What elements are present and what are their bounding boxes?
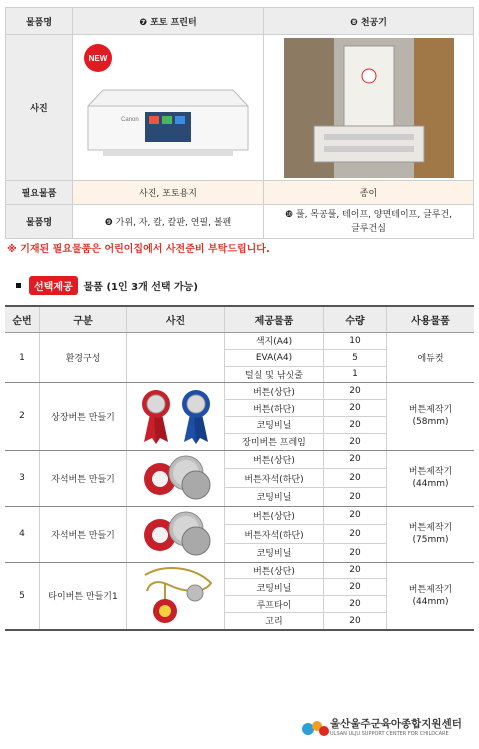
- provided-item: 코팅비닐: [225, 579, 324, 596]
- provided-item: 루프타이: [225, 596, 324, 613]
- row-number: 4: [5, 506, 40, 562]
- bullet-icon: [16, 283, 21, 288]
- row-category: 환경구성: [40, 333, 127, 383]
- item-name-photo-printer: ❼ 포토 프린터: [73, 8, 264, 35]
- quantity: 20: [324, 433, 387, 450]
- row-photo: [127, 562, 225, 630]
- tools-item-list: ❾ 가위, 자, 칼, 칼판, 연필, 볼펜: [73, 205, 264, 239]
- award-ribbon-image: [136, 384, 216, 446]
- quantity: 20: [324, 543, 387, 562]
- header-provided: 제공물품: [225, 306, 324, 333]
- org-name-korean: 울산울주군육아종합지원센터: [330, 718, 462, 731]
- quantity: 20: [324, 562, 387, 579]
- provided-item: 버튼(상단): [225, 562, 324, 579]
- header-quantity: 수량: [324, 306, 387, 333]
- provided-item: 버튼(하단): [225, 400, 324, 417]
- provided-item: 버튼자석(하단): [225, 469, 324, 488]
- printer-image: [73, 38, 263, 178]
- quantity: 10: [324, 333, 387, 350]
- org-logo: [300, 717, 462, 739]
- row-photo: [127, 383, 225, 450]
- org-name-english: ULSAN ULJU SUPPORT CENTER FOR CHILDCARE: [330, 730, 449, 737]
- provided-item: EVA(A4): [225, 349, 324, 366]
- row-number: 2: [5, 383, 40, 450]
- provided-item: 코팅비닐: [225, 543, 324, 562]
- row-number: 5: [5, 562, 40, 630]
- table-row: [5, 333, 474, 350]
- row-label-photo: 사진: [6, 35, 73, 181]
- col-label-item-name: 물품명: [6, 8, 73, 35]
- row-label-needed: 필요물품: [6, 181, 73, 205]
- magnet-button-large-image: [138, 507, 214, 559]
- usage-tool: 버튼제작기 (44mm): [387, 450, 475, 506]
- provided-item: 버튼(상단): [225, 450, 324, 469]
- row-photo: [127, 450, 225, 506]
- provided-item: 코팅비닐: [225, 416, 324, 433]
- optional-items-table: [5, 305, 474, 631]
- item-name-puncher: ❽ 천공기: [264, 8, 474, 35]
- provided-item: 장미버튼 프레임: [225, 433, 324, 450]
- quantity: 20: [324, 450, 387, 469]
- row-category: 타이버튼 만들기1: [40, 562, 127, 630]
- header-photo: 사진: [127, 306, 225, 333]
- usage-tool: 에듀컷: [387, 333, 475, 383]
- usage-tool: 버튼제작기 (44mm): [387, 562, 475, 630]
- row-photo: [127, 506, 225, 562]
- table-row: [5, 450, 474, 469]
- quantity: 20: [324, 383, 387, 400]
- header-usage: 사용물품: [387, 306, 475, 333]
- org-logo-icon: [300, 717, 330, 739]
- magnet-button-image: [138, 451, 214, 503]
- prep-note: ※ 기재된 필요물품은 어린이집에서 사전준비 부탁드립니다.: [7, 244, 270, 255]
- row-category: 자석버튼 만들기: [40, 506, 127, 562]
- row-number: 1: [5, 333, 40, 383]
- quantity: 20: [324, 400, 387, 417]
- puncher-photo-cell: [264, 35, 474, 181]
- option-badge: 선택제공: [29, 276, 78, 295]
- item-table-top: [5, 7, 474, 239]
- provided-item: 버튼자석(하단): [225, 525, 324, 544]
- provided-item: 버튼(상단): [225, 506, 324, 525]
- printer-photo-cell: [73, 35, 264, 181]
- quantity: 20: [324, 469, 387, 488]
- quantity: 20: [324, 612, 387, 629]
- provided-item: 코팅비닐: [225, 487, 324, 506]
- provided-item: 고리: [225, 612, 324, 629]
- quantity: 5: [324, 349, 387, 366]
- header-number: 순번: [5, 306, 40, 333]
- quantity: 20: [324, 579, 387, 596]
- quantity: 20: [324, 416, 387, 433]
- table-row: [5, 506, 474, 525]
- row-label-item-name2: 물품명: [6, 205, 73, 239]
- quantity: 20: [324, 487, 387, 506]
- new-badge-text: NEW: [88, 53, 108, 63]
- section-title-text: 물품 (1인 3개 선택 가능): [83, 282, 198, 293]
- row-category: 상장버튼 만들기: [40, 383, 127, 450]
- quantity: 20: [324, 506, 387, 525]
- row-category: 자석버튼 만들기: [40, 450, 127, 506]
- printer-needed-items: 사진, 포토용지: [73, 181, 264, 205]
- usage-tool: 버튼제작기 (58mm): [387, 383, 475, 450]
- usage-tool: 버튼제작기 (75mm): [387, 506, 475, 562]
- table-row: [5, 383, 474, 400]
- quantity: 1: [324, 366, 387, 383]
- provided-item: 털실 및 낚싯줄: [225, 366, 324, 383]
- section-title: [16, 276, 198, 295]
- quantity: 20: [324, 596, 387, 613]
- row-photo: [127, 333, 225, 383]
- provided-item: 버튼(상단): [225, 383, 324, 400]
- row-number: 3: [5, 450, 40, 506]
- provided-item: 색지(A4): [225, 333, 324, 350]
- tie-button-image: [135, 563, 217, 625]
- quantity: 20: [324, 525, 387, 544]
- puncher-image: [284, 38, 454, 178]
- table-row: [5, 562, 474, 579]
- header-category: 구분: [40, 306, 127, 333]
- printer-brand-text: Canon: [121, 116, 139, 123]
- adhesives-item-list: ❿ 풀, 목공풀, 테이프, 양면테이프, 글루건, 글루건심: [264, 205, 474, 239]
- puncher-needed-items: 종이: [264, 181, 474, 205]
